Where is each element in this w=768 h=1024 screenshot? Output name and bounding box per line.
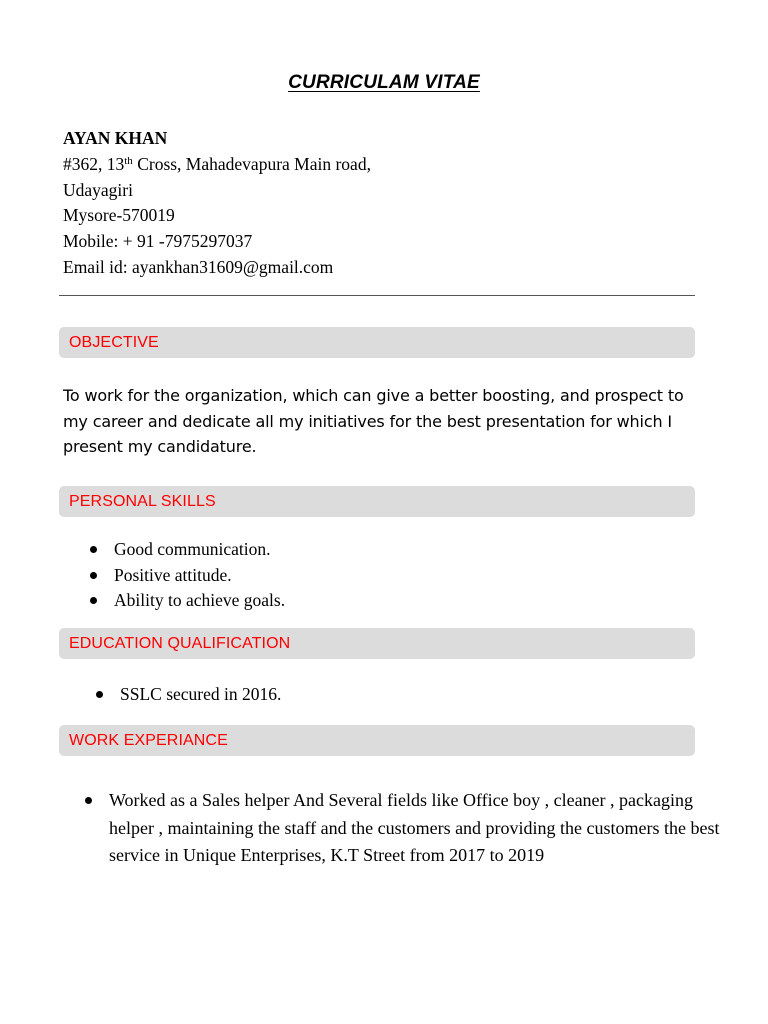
- address-line-1-end: Cross, Mahadevapura Main road,: [132, 153, 371, 174]
- skills-heading: PERSONAL SKILLS: [69, 492, 216, 510]
- objective-text: To work for the organization, which can give a better boosting, and prospect to my career and dedicate all my initiatives for the best presentation for which I present my candidature.: [63, 386, 684, 456]
- education-list: [96, 682, 281, 708]
- contact-block: [63, 126, 371, 281]
- work-heading: WORK EXPERIANCE: [69, 731, 228, 749]
- mobile-number: Mobile: + 91 -7975297037: [63, 231, 253, 252]
- skills-heading-bar: [59, 486, 695, 517]
- email-address: Email id: ayankhan31609@gmail.com: [63, 256, 334, 277]
- work-list: [85, 787, 725, 870]
- skills-list: [90, 537, 285, 614]
- objective-heading: OBJECTIVE: [69, 333, 159, 351]
- address-line-2: Udayagiri: [63, 179, 133, 200]
- education-heading-bar: [59, 628, 695, 659]
- list-item: SSLC secured in 2016.: [96, 682, 281, 708]
- document-title: CURRICULAM VITAE: [288, 72, 480, 93]
- education-heading: EDUCATION QUALIFICATION: [69, 634, 291, 652]
- address-line-3: Mysore-570019: [63, 205, 175, 226]
- work-heading-bar: [59, 725, 695, 756]
- address-line-1: [63, 152, 371, 178]
- address-ordinal-suffix: th: [124, 154, 133, 167]
- list-item: Positive attitude.: [90, 563, 285, 589]
- list-item: Ability to achieve goals.: [90, 588, 285, 614]
- applicant-name: AYAN KHAN: [63, 128, 168, 148]
- objective-heading-bar: [59, 327, 695, 358]
- list-item: Worked as a Sales helper And Several fields like Office boy , cleaner , packaging helper , maintaining the staff and the customers and providing the customers the best service in Unique Enterprises, K.T Street from 2017 to 2019: [85, 787, 725, 870]
- list-item: Good communication.: [90, 537, 285, 563]
- address-line-1-start: #362, 13: [63, 153, 125, 174]
- header-divider: [59, 295, 695, 296]
